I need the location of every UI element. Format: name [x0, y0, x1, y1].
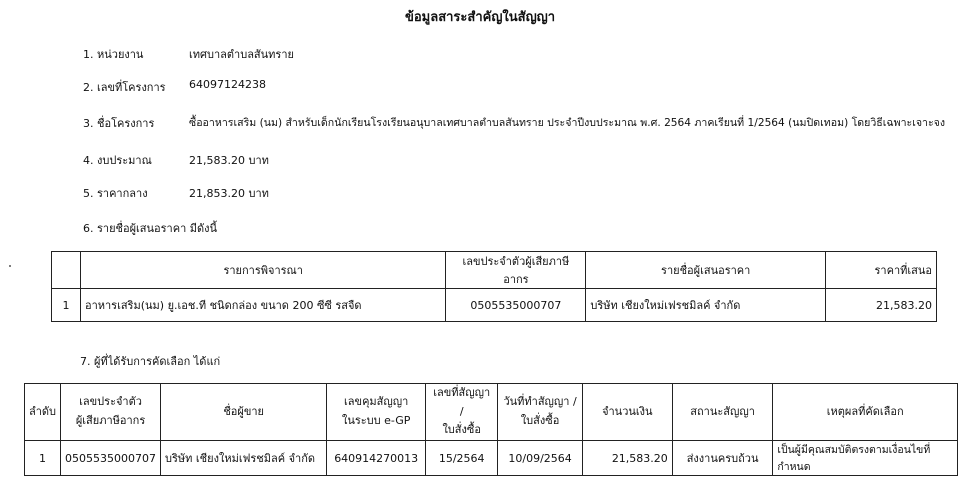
selected-cell-contract-no: 15/2564 — [426, 441, 498, 476]
item-label-agency: 1. หน่วยงาน — [83, 48, 144, 61]
selected-header-taxid — [61, 384, 161, 441]
bidders-header-row — [52, 252, 937, 289]
item-label-median-price: 5. ราคากลาง — [83, 187, 148, 200]
section-bidders-heading: 6. รายชื่อผู้เสนอราคา มีดังนี้ — [83, 222, 218, 235]
selected-header-egp — [327, 384, 426, 441]
item-value-agency: เทศบาลตำบลสันทราย — [189, 48, 294, 61]
selected-table — [24, 383, 958, 476]
selected-header-taxid-line-1: เลขประจำตัว — [79, 395, 142, 409]
bidders-header-taxid: เลขประจำตัวผู้เสียภาษีอากร — [446, 252, 586, 289]
selected-cell-index: 1 — [25, 441, 61, 476]
bidders-cell-item: อาหารเสริม(นม) ยู.เอช.ที ชนิดกล่อง ขนาด 200 ซีซี รสจืด — [80, 289, 445, 322]
item-value-median-price: 21,853.20 บาท — [189, 187, 269, 200]
bidders-header-bidder: รายชื่อผู้เสนอราคา — [586, 252, 826, 289]
item-value-project-number: 64097124238 — [189, 78, 266, 91]
selected-cell-status: ส่งงานครบถ้วน — [672, 441, 773, 476]
selected-cell-contract-date: 10/09/2564 — [498, 441, 583, 476]
selected-header-contract-no-line-2: ใบสั่งซื้อ — [442, 423, 481, 437]
document-title: ข้อมูลสาระสำคัญในสัญญา — [404, 10, 556, 25]
selected-header-status: สถานะสัญญา — [672, 384, 773, 441]
section-selected-heading: 7. ผู้ที่ได้รับการคัดเลือก ได้แก่ — [80, 355, 221, 368]
selected-cell-egp: 640914270013 — [327, 441, 426, 476]
bidders-table — [51, 251, 937, 322]
item-label-budget: 4. งบประมาณ — [83, 154, 152, 167]
selected-cell-reason: เป็นผู้มีคุณสมบัติตรงตามเงื่อนไขที่กำหนด — [773, 441, 958, 476]
selected-header-egp-line-2: ในระบบ e-GP — [341, 414, 411, 428]
selected-header-contract-date — [498, 384, 583, 441]
bidders-cell-taxid: 0505535000707 — [446, 289, 586, 322]
selected-header-reason: เหตุผลที่คัดเลือก — [773, 384, 958, 441]
selected-header-row — [25, 384, 958, 441]
item-value-project-name: ซื้ออาหารเสริม (นม) สำหรับเด็กนักเรียนโรงเรียนอนุบาลเทศบาลตำบลสันทราย ประจำปีงบประมาณ พ.ศ. 2564 ภาคเรียนที่ 1/2564 (นมปิดเทอม) โดยวิธีเฉพาะเจาะจง — [189, 117, 946, 129]
bidders-cell-price: 21,583.20 — [826, 289, 937, 322]
selected-header-index: ลำดับ — [25, 384, 61, 441]
table-row — [25, 441, 958, 476]
bidders-cell-bidder: บริษัท เชียงใหม่เฟรชมิลค์ จำกัด — [586, 289, 826, 322]
bidders-cell-index: 1 — [52, 289, 81, 322]
bidders-header-item: รายการพิจารณา — [80, 252, 445, 289]
selected-header-seller: ชื่อผู้ขาย — [161, 384, 327, 441]
selected-cell-amount: 21,583.20 — [582, 441, 672, 476]
item-label-project-number: 2. เลขที่โครงการ — [83, 81, 166, 94]
item-value-budget: 21,583.20 บาท — [189, 154, 269, 167]
selected-header-contract-no-line-1: เลขที่สัญญา / — [433, 386, 491, 418]
table-row — [52, 289, 937, 322]
bidders-header-index — [52, 252, 81, 289]
bidders-header-price: ราคาที่เสนอ — [826, 252, 937, 289]
scan-dot — [9, 265, 11, 267]
selected-header-egp-line-1: เลขคุมสัญญา — [344, 395, 409, 409]
selected-header-contract-date-line-1: วันที่ทำสัญญา / — [503, 395, 577, 409]
selected-header-taxid-line-2: ผู้เสียภาษีอากร — [75, 414, 146, 428]
selected-cell-seller: บริษัท เชียงใหม่เฟรชมิลค์ จำกัด — [161, 441, 327, 476]
selected-cell-taxid: 0505535000707 — [61, 441, 161, 476]
selected-header-amount: จำนวนเงิน — [582, 384, 672, 441]
selected-header-contract-no — [426, 384, 498, 441]
selected-header-contract-date-line-2: ใบสั่งซื้อ — [520, 414, 560, 428]
item-label-project-name: 3. ชื่อโครงการ — [83, 117, 155, 130]
